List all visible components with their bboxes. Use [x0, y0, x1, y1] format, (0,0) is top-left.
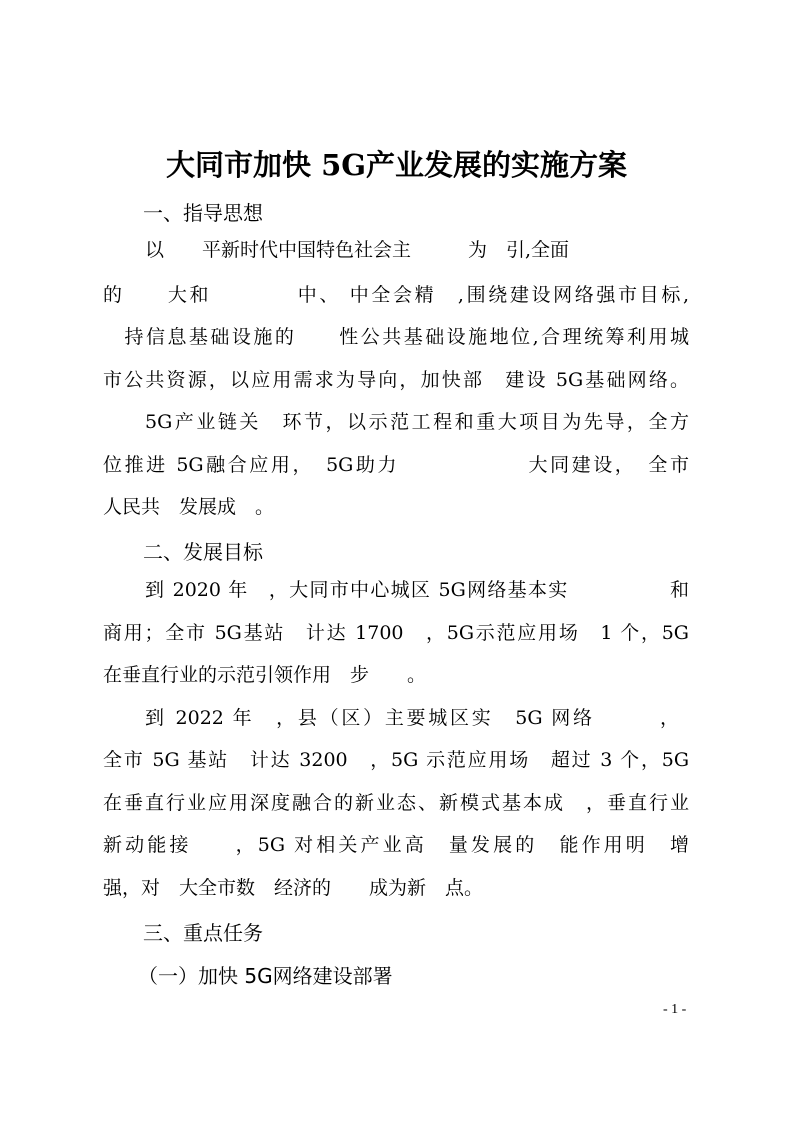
paragraph-line: 5G产业链关 环节，以示范工程和重大项目为先导，全方 [145, 411, 689, 433]
paragraph-line: 商用；全市 5G基站 计达 1700 ，5G示范应用场 1 个，5G [103, 622, 689, 644]
paragraph-line: 持信息基础设施的 性公共基础设施地位,合理统筹利用城 [103, 326, 689, 348]
document-title: 大同市加快 5G产业发展的实施方案 [165, 148, 628, 182]
paragraph-line: 在垂直行业的示范引领作用 步 。 [103, 664, 427, 686]
paragraph-line: 的 大和 中、 中全会精 ,围绕建设网络强市目标, [103, 284, 689, 306]
paragraph-line: 到 2020 年 ，大同市中心城区 5G网络基本实 和 [145, 579, 689, 601]
section-heading-guiding-ideology: 一、指导思想 [143, 201, 263, 225]
paragraph-line: 强，对 大全市数 经济的 成为新 点。 [103, 877, 484, 899]
section-heading-key-tasks: 三、重点任务 [143, 921, 263, 945]
paragraph-line: 市公共资源，以应用需求为导向，加快部 建设 5G基础网络。 [103, 369, 689, 391]
subsection-heading: （一）加快 5G网络建设部署 [138, 964, 393, 988]
paragraph-line: 在垂直行业应用深度融合的新业态、新模式基本成 ，垂直行业 [103, 792, 689, 814]
paragraph-line: 位推进 5G融合应用， 5G助力 大同建设， 全市 [103, 454, 689, 476]
paragraph-line: 新动能接 ，5G 对相关产业高 量发展的 能作用明 增 [103, 834, 689, 856]
section-heading-development-goals: 二、发展目标 [143, 540, 263, 564]
paragraph-line: 到 2022 年 ，县（区）主要城区实 5G 网络 ， [145, 707, 679, 729]
page-number: - 1 - [663, 1002, 687, 1017]
paragraph-line: 以 平新时代中国特色社会主 为 引,全面 [145, 239, 570, 261]
paragraph-line: 全市 5G 基站 计达 3200 ，5G 示范应用场 超过 3 个，5G [103, 749, 689, 771]
paragraph-line: 人民共 发展成 。 [103, 496, 275, 518]
